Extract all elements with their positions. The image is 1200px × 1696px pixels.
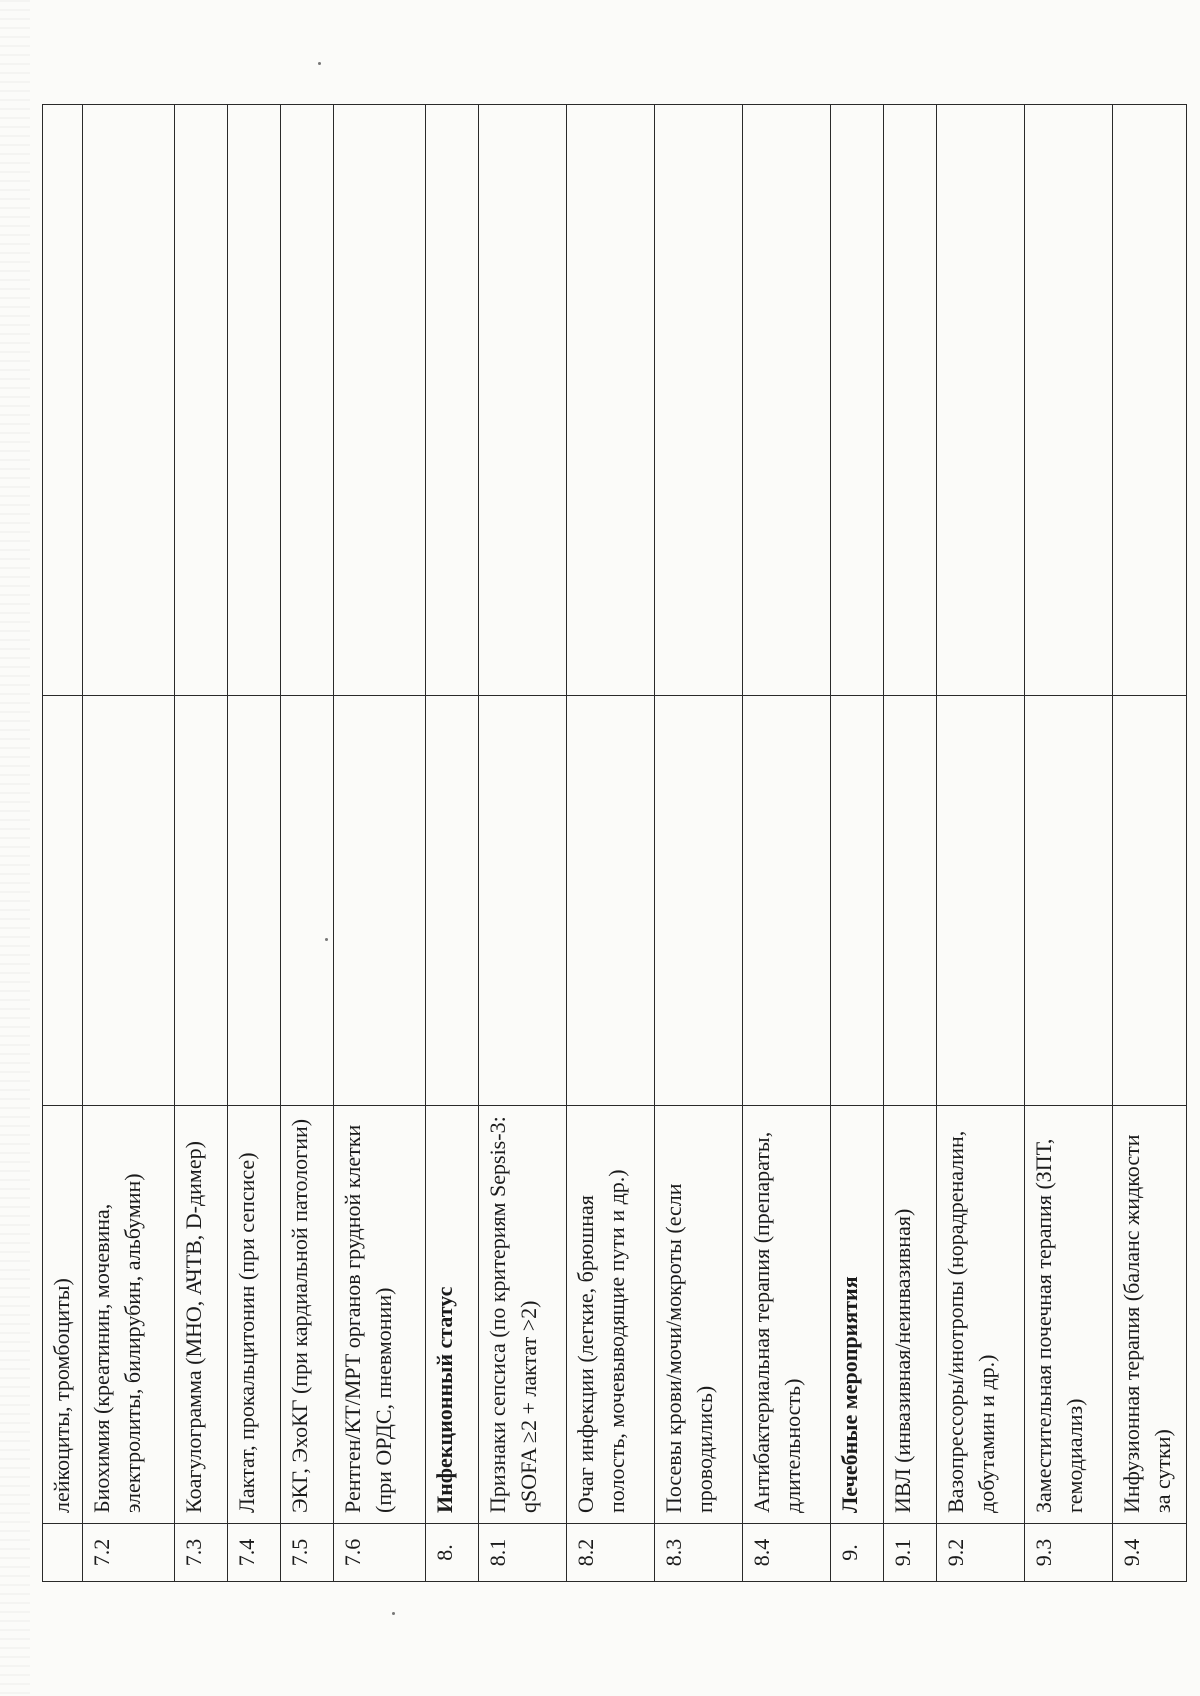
table-row	[566, 105, 654, 1582]
table-row	[936, 105, 1024, 1582]
value-entry-cell[interactable]	[82, 105, 174, 696]
row-number-cell: 9.3	[1024, 1524, 1112, 1582]
parameter-cell: Инфузионная терапия (баланс жидкости за сутки)	[1112, 1106, 1186, 1524]
row-number-cell: 9.2	[936, 1524, 1024, 1582]
row-number-cell: 7.2	[82, 1524, 174, 1582]
parameter-cell: Заместительная почечная терапия (ЗПТ, гемодиализ)	[1024, 1106, 1112, 1524]
value-entry-cell[interactable]	[425, 105, 478, 696]
value-entry-cell[interactable]	[566, 696, 654, 1106]
value-entry-cell[interactable]	[742, 105, 830, 696]
section-header-row	[830, 105, 883, 1582]
value-entry-cell[interactable]	[830, 105, 883, 696]
parameter-cell: Лактат, прокальцитонин (при сепсисе)	[227, 1106, 280, 1524]
value-entry-cell[interactable]	[174, 105, 227, 696]
value-entry-cell[interactable]	[883, 105, 936, 696]
row-number-cell: 7.6	[333, 1524, 425, 1582]
table-row	[883, 105, 936, 1582]
row-number-cell: 8.4	[742, 1524, 830, 1582]
section-header-row	[425, 105, 478, 1582]
row-number-cell: 9.1	[883, 1524, 936, 1582]
table-row	[280, 105, 333, 1582]
parameter-cell: Очаг инфекции (легкие, брюшная полость, мочевыводящие пути и др.)	[566, 1106, 654, 1524]
row-number-cell: 7.4	[227, 1524, 280, 1582]
value-entry-cell[interactable]	[936, 696, 1024, 1106]
value-entry-cell[interactable]	[1112, 105, 1186, 696]
value-entry-cell[interactable]	[43, 696, 83, 1106]
parameter-cell: Антибактериальная терапия (препараты, длительность)	[742, 1106, 830, 1524]
table-row	[1112, 105, 1186, 1582]
section-title-cell: Инфекционный статус	[425, 1106, 478, 1524]
value-entry-cell[interactable]	[1112, 696, 1186, 1106]
row-number-cell: 7.5	[280, 1524, 333, 1582]
parameter-cell: Биохимия (креатинин, мочевина, электролиты, билирубин, альбумин)	[82, 1106, 174, 1524]
value-entry-cell[interactable]	[478, 696, 566, 1106]
value-entry-cell[interactable]	[936, 105, 1024, 696]
rotated-document-table	[42, 105, 1175, 1582]
scan-speck	[392, 1612, 395, 1615]
value-entry-cell[interactable]	[174, 696, 227, 1106]
scan-edge-noise	[0, 0, 30, 1696]
table-row	[43, 105, 83, 1582]
parameter-cell: Вазопрессоры/инотропы (норадреналин, добутамин и др.)	[936, 1106, 1024, 1524]
parameter-cell: лейкоциты, тромбоциты)	[43, 1106, 83, 1524]
value-entry-cell[interactable]	[82, 696, 174, 1106]
table-body	[43, 105, 1187, 1582]
row-number-cell: 9.	[830, 1524, 883, 1582]
value-entry-cell[interactable]	[654, 105, 742, 696]
value-entry-cell[interactable]	[227, 696, 280, 1106]
value-entry-cell[interactable]	[227, 105, 280, 696]
value-entry-cell[interactable]	[566, 105, 654, 696]
section-title-cell: Лечебные мероприятия	[830, 1106, 883, 1524]
value-entry-cell[interactable]	[1024, 696, 1112, 1106]
table-row	[82, 105, 174, 1582]
row-number-cell: 8.1	[478, 1524, 566, 1582]
row-number-cell	[43, 1524, 83, 1582]
value-entry-cell[interactable]	[478, 105, 566, 696]
table-row	[1024, 105, 1112, 1582]
row-number-cell: 8.3	[654, 1524, 742, 1582]
value-entry-cell[interactable]	[280, 696, 333, 1106]
row-number-cell: 7.3	[174, 1524, 227, 1582]
value-entry-cell[interactable]	[1024, 105, 1112, 696]
value-entry-cell[interactable]	[830, 696, 883, 1106]
value-entry-cell[interactable]	[333, 105, 425, 696]
parameter-cell: Коагулограмма (МНО, АЧТВ, D-димер)	[174, 1106, 227, 1524]
value-entry-cell[interactable]	[742, 696, 830, 1106]
assessment-table	[42, 104, 1187, 1582]
value-entry-cell[interactable]	[43, 105, 83, 696]
parameter-cell: Рентген/КТ/МРТ органов грудной клетки (при ОРДС, пневмонии)	[333, 1106, 425, 1524]
row-number-cell: 9.4	[1112, 1524, 1186, 1582]
value-entry-cell[interactable]	[280, 105, 333, 696]
row-number-cell: 8.2	[566, 1524, 654, 1582]
table-row	[654, 105, 742, 1582]
table-row	[742, 105, 830, 1582]
parameter-cell: ИВЛ (инвазивная/неинвазивная)	[883, 1106, 936, 1524]
value-entry-cell[interactable]	[425, 696, 478, 1106]
parameter-cell: ЭКГ, ЭхоКГ (при кардиальной патологии)	[280, 1106, 333, 1524]
table-row	[478, 105, 566, 1582]
value-entry-cell[interactable]	[333, 696, 425, 1106]
value-entry-cell[interactable]	[654, 696, 742, 1106]
value-entry-cell[interactable]	[883, 696, 936, 1106]
parameter-cell: Признаки сепсиса (по критериям Sepsis-3: qSOFA ≥2 + лактат >2)	[478, 1106, 566, 1524]
table-row	[227, 105, 280, 1582]
table-row	[174, 105, 227, 1582]
table-row	[333, 105, 425, 1582]
scan-speck	[318, 62, 321, 65]
row-number-cell: 8.	[425, 1524, 478, 1582]
parameter-cell: Посевы крови/мочи/мокроты (если проводились)	[654, 1106, 742, 1524]
